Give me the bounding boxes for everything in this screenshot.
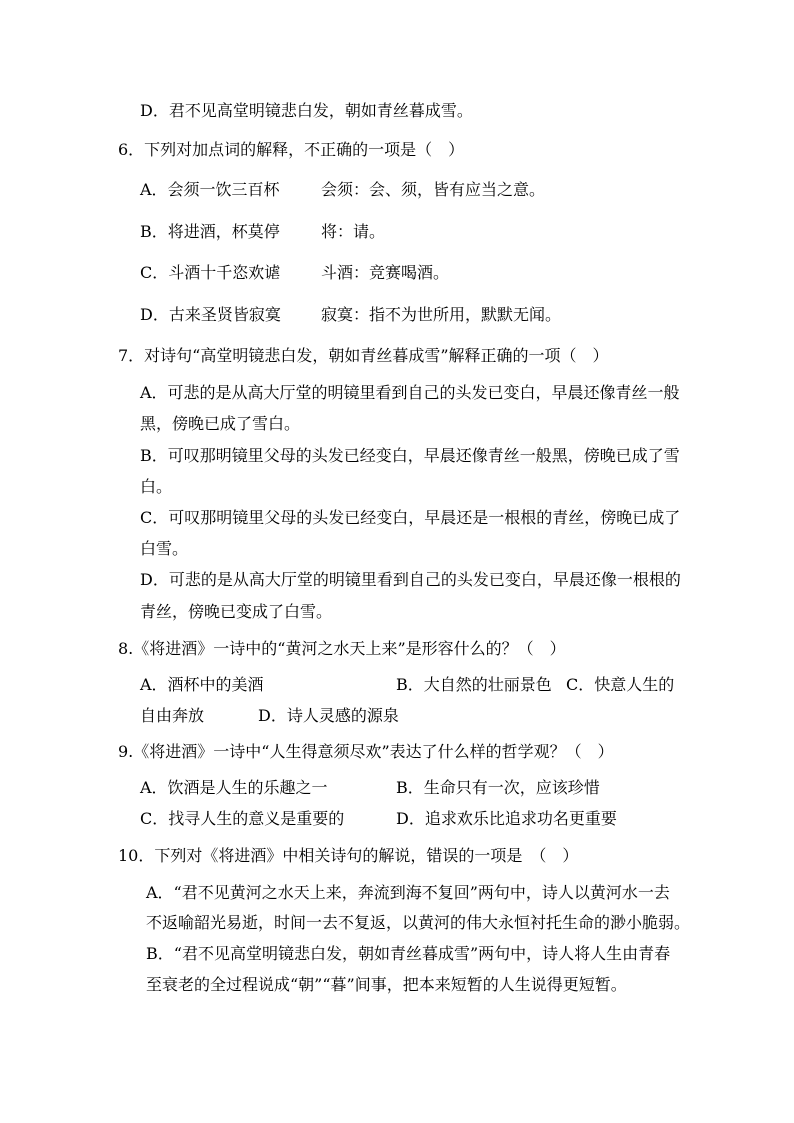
q10-line: B．“君不见高堂明镜悲白发，朝如青丝暮成雪”两句中，诗人将人生由青春	[146, 944, 671, 963]
q7-line: A．可悲的是从高大厅堂的明镜里看到自己的头发已变白，早晨还像青丝一般	[140, 383, 680, 402]
q8-option-d: D．诗人灵感的源泉	[258, 706, 399, 725]
q9-stem: 9.《将进酒》一诗中“人生得意须尽欢”表达了什么样的哲学观？（ ）	[118, 742, 614, 761]
q7-line: 青丝，傍晚已变成了白雪。	[140, 602, 333, 621]
q7-stem: 7．对诗句“高堂明镜悲白发，朝如青丝暮成雪”解释正确的一项（ ）	[118, 346, 609, 365]
q8-option-c-cont: 自由奔放	[140, 706, 205, 725]
q6-option-c-phrase: C．斗酒十千恣欢谑	[140, 263, 281, 282]
q7-line: D．可悲的是从高大厅堂的明镜里看到自己的头发已变白，早晨还像一根根的	[140, 570, 681, 589]
q6-option-d-explain: 寂寞：指不为世所用，默默无闻。	[321, 305, 562, 324]
q6-stem: 6．下列对加点词的解释，不正确的一项是（ ）	[118, 140, 465, 159]
q7-line: 白。	[140, 477, 173, 496]
q8-option-c: C．快意人生的	[566, 675, 675, 694]
q10-stem: 10．下列对《将进酒》中相关诗句的解说，错误的一项是 （ ）	[118, 846, 579, 865]
q9-option-d: D．追求欢乐比追求功名更重要	[396, 809, 617, 828]
q6-option-a-explain: 会须：会、须，皆有应当之意。	[321, 180, 546, 199]
q8-option-a: A．酒杯中的美酒	[140, 675, 264, 694]
q6-option-d-phrase: D．古来圣贤皆寂寞	[140, 305, 281, 324]
q7-line: 黑，傍晚已成了雪白。	[140, 414, 301, 433]
q6-option-b-phrase: B．将进酒，杯莫停	[140, 222, 280, 241]
q7-line: 白雪。	[140, 539, 189, 558]
q10-line: 不返喻韶光易逝，时间一去不复返，以黄河的伟大永恒衬托生命的渺小脆弱。	[146, 913, 691, 932]
q5-option-d: D．君不见高堂明镜悲白发，朝如青丝暮成雪。	[140, 101, 473, 120]
q9-option-c: C．找寻人生的意义是重要的	[140, 809, 345, 828]
q9-option-a: A．饮酒是人生的乐趣之一	[140, 778, 328, 797]
q9-option-b: B．生命只有一次，应该珍惜	[396, 778, 600, 797]
q6-option-a-phrase: A．会须一饮三百杯	[140, 180, 280, 199]
q8-option-b: B．大自然的壮丽景色	[396, 675, 552, 694]
q10-line: 至衰老的全过程说成“朝”“暮”间事，把本来短暂的人生说得更短暂。	[146, 975, 627, 994]
q7-line: C．可叹那明镜里父母的头发已经变白，早晨还是一根根的青丝，傍晚已成了	[140, 508, 681, 527]
q6-option-b-explain: 将：请。	[321, 222, 386, 241]
q10-line: A．“君不见黄河之水天上来，奔流到海不复回”两句中，诗人以黄河水一去	[146, 883, 670, 902]
q8-stem: 8.《将进酒》一诗中的“黄河之水天上来”是形容什么的？（ ）	[118, 639, 566, 658]
q7-line: B．可叹那明镜里父母的头发已经变白，早晨还像青丝一般黑，傍晚已成了雪	[140, 446, 680, 465]
q6-option-c-explain: 斗酒：竞赛喝酒。	[321, 263, 450, 282]
